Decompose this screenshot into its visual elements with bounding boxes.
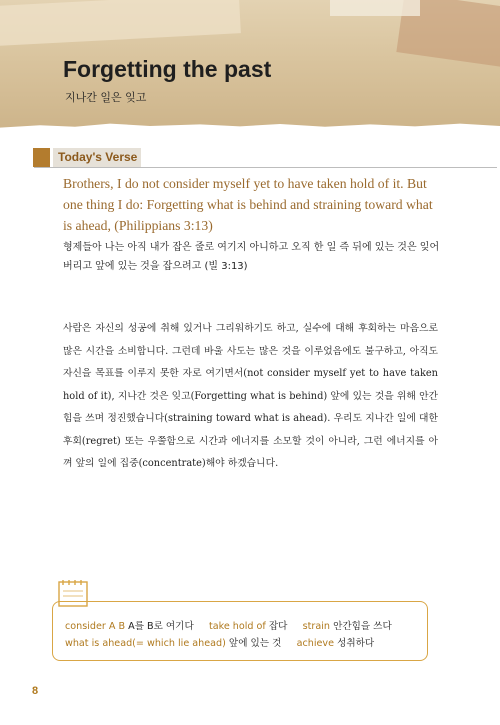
page-subtitle: 지나간 일은 잊고 — [65, 91, 147, 104]
vocab-meaning: 성취하다 — [337, 638, 375, 649]
todays-verse-tab — [33, 148, 141, 167]
verse-divider — [34, 167, 497, 168]
vocab-meaning: 안간힘을 쓰다 — [333, 621, 392, 632]
page-title: Forgetting the past — [63, 56, 272, 82]
vocab-meaning: 잡다 — [268, 621, 288, 632]
vocab-meaning: 앞에 있는 것 — [228, 638, 282, 649]
vocab-term: strain — [302, 621, 330, 632]
vocab-term: what is ahead(= which lie ahead) — [65, 638, 226, 649]
vocab-term: consider A B — [65, 621, 126, 632]
verse-english: Brothers, I do not consider myself yet to have taken hold of it. But one thing I do: Forgetting what is behind and straining toward what is ahead, (Philippians 3:13) — [63, 176, 433, 233]
verse-korean: 형제들아 나는 아직 내가 잡은 줄로 여기지 아니하고 오직 한 일 즉 뒤에 있는 것은 잊어버리고 앞에 있는 것을 잡으려고 (빌 3:13) — [63, 242, 440, 272]
vocab-term: take hold of — [208, 621, 266, 632]
vocab-row-2 — [65, 635, 427, 652]
vocabulary-box — [52, 601, 428, 661]
vocab-meaning: A를 B로 여기다 — [128, 621, 194, 632]
vocab-row-1 — [65, 618, 427, 635]
body-paragraph: 사람은 자신의 성공에 취해 있거나 그리워하기도 하고, 실수에 대해 후회하는 마음으로 많은 시간을 소비합니다. 그런데 바울 사도는 많은 것을 이루었음에도 불구하고, 아직도 자신을 목표를 이루지 못한 자로 여기면서(not consider myself yet to have taken hold of it), 지나간 것은 잊고(Forgetting what is behind) 앞에 있는 것을 위해 안간힘을 쓰며 정진했습니다(straining toward what is ahead). 우리도 지나간 일에 대한 후회(regret) 또는 우쭐함으로 시간과 에너지를 소모할 것이 아니라, 그런 에너지를 아껴 앞의 일에 집중(concentrate)해야 하겠습니다. — [63, 323, 438, 469]
page-number: 8 — [32, 685, 39, 697]
vocab-term: achieve — [296, 638, 334, 649]
todays-verse-label: Today's Verse — [53, 148, 141, 167]
verse-tab-marker — [33, 148, 50, 167]
